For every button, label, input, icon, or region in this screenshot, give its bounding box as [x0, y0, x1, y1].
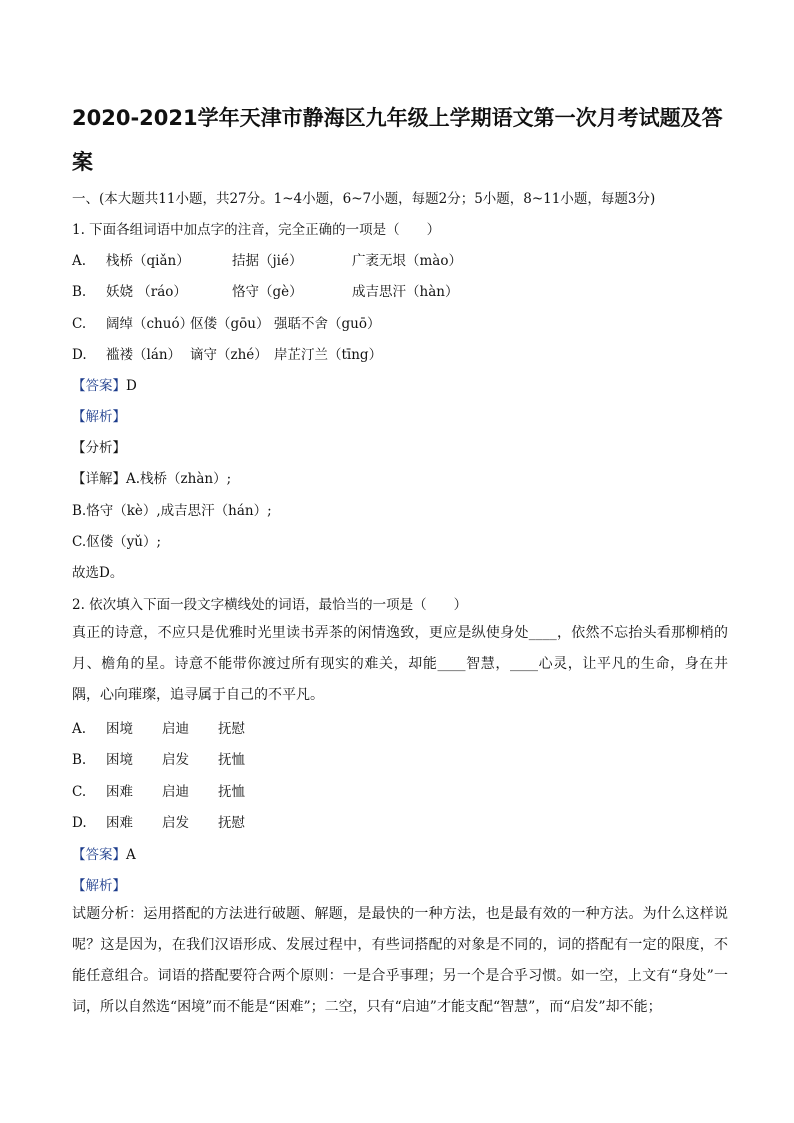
option-letter: C.: [72, 316, 87, 332]
option-part: 抚恤: [218, 752, 245, 768]
option-part: 栈桥（qiǎn）: [106, 253, 190, 269]
option-part: 抚慰: [218, 815, 245, 831]
option-part: 拮据（jié）: [232, 253, 303, 269]
q2-stem: 2. 依次填入下面一段文字横线处的词语，最恰当的一项是（ ）: [72, 597, 468, 613]
q1-answer: 【答案】D: [72, 378, 137, 394]
q1-detail-1: 【详解】A.栈桥（zhàn）;: [72, 471, 232, 487]
option-part: 强聒不舍（guō）: [274, 316, 381, 332]
option-letter: A.: [72, 721, 87, 737]
option-letter: C.: [72, 784, 87, 800]
option-letter: D.: [72, 815, 87, 831]
answer-value: A: [126, 847, 136, 863]
q2-passage: 真正的诗意，不应只是优雅时光里读书弄茶的闲情逸致，更应是纵使身处____，依然不忘抬头看那柳梢的月、檐角的星。诗意不能带你渡过所有现实的难关，却能____智慧，____心灵，让平凡的生命，身在井隅，心向璀璨，追寻属于自己的不平凡。: [72, 625, 728, 703]
option-part: 谪守（zhé）: [190, 347, 268, 363]
option-letter: B.: [72, 752, 87, 768]
answer-value: D: [126, 378, 137, 394]
option-part: 启迪: [162, 721, 189, 737]
option-part: 广袤无垠（mào）: [352, 253, 462, 269]
q2-option-b: [72, 748, 245, 768]
option-part: 困难: [106, 815, 133, 831]
q1-option-a: [72, 249, 462, 269]
q1-analysis-heading: 【解析】: [72, 409, 126, 425]
option-part: 褴褛（lán）: [106, 347, 182, 363]
option-letter: A.: [72, 253, 87, 269]
q2-analysis-heading: 【解析】: [72, 878, 126, 894]
option-part: 困境: [106, 721, 133, 737]
q1-detail-3: C.伛偻（yǔ）;: [72, 534, 162, 550]
q2-answer: 【答案】A: [72, 847, 136, 863]
fenxi-tag: 分析: [85, 440, 113, 456]
q2-explanation: 试题分析：运用搭配的方法进行破题、解题，是最快的一种方法，也是最有效的一种方法。为什么这样说呢？这是因为，在我们汉语形成、发展过程中，有些词搭配的对象是不同的，词的搭配有一定的限度，不能任意组合。词语的搭配要符合两个原则：一是合乎事理；另一个是合乎习惯。如一空，上文有“身处”一词，所以自然选“困境”而不能是“困难”；二空，只有“启迪”才能支配“智慧”，而“启发”却不能；: [72, 906, 728, 1015]
analysis-tag: 解析: [85, 409, 113, 425]
q1-detail-2: B.恪守（kè）,成吉思汗（hán）;: [72, 503, 272, 519]
q2-option-a: [72, 717, 245, 737]
q1-option-d: [72, 343, 382, 363]
analysis-tag: 解析: [85, 878, 113, 894]
section-header: 一、(本大题共11小题，共27分。1~4小题，6~7小题，每题2分；5小题，8~11小题，每题3分): [72, 191, 656, 207]
option-part: 启发: [162, 815, 189, 831]
q1-fenxi-heading: 【分析】: [72, 440, 126, 456]
option-letter: D.: [72, 347, 87, 363]
detail-tag: 详解: [85, 471, 113, 487]
option-part: 困难: [106, 784, 133, 800]
option-part: 困境: [106, 752, 133, 768]
option-part: 伛偻（gōu）: [190, 316, 270, 332]
q1-option-b: [72, 280, 458, 300]
option-part: 妖娆 （ráo）: [106, 284, 187, 300]
answer-tag: 答案: [85, 847, 113, 863]
detail-text: A.栈桥（zhàn）;: [126, 471, 232, 487]
q2-option-c: [72, 780, 245, 800]
option-part: 阔绰（chuó）: [106, 316, 194, 332]
option-part: 恪守（gè）: [232, 284, 303, 300]
option-part: 岸芷汀兰（tīng）: [274, 347, 383, 363]
page-title: 2020-2021学年天津市静海区九年级上学期语文第一次月考试题及答案: [72, 106, 723, 174]
q1-stem: 1. 下面各组词语中加点字的注音，完全正确的一项是（ ）: [72, 222, 441, 238]
option-part: 抚恤: [218, 784, 245, 800]
answer-tag: 答案: [85, 378, 113, 394]
q1-option-c: [72, 312, 380, 332]
option-part: 启迪: [162, 784, 189, 800]
option-letter: B.: [72, 284, 87, 300]
option-part: 成吉思汗（hàn）: [352, 284, 459, 300]
q1-conclusion: 故选D。: [72, 565, 124, 581]
option-part: 启发: [162, 752, 189, 768]
q2-option-d: [72, 811, 245, 831]
option-part: 抚慰: [218, 721, 245, 737]
